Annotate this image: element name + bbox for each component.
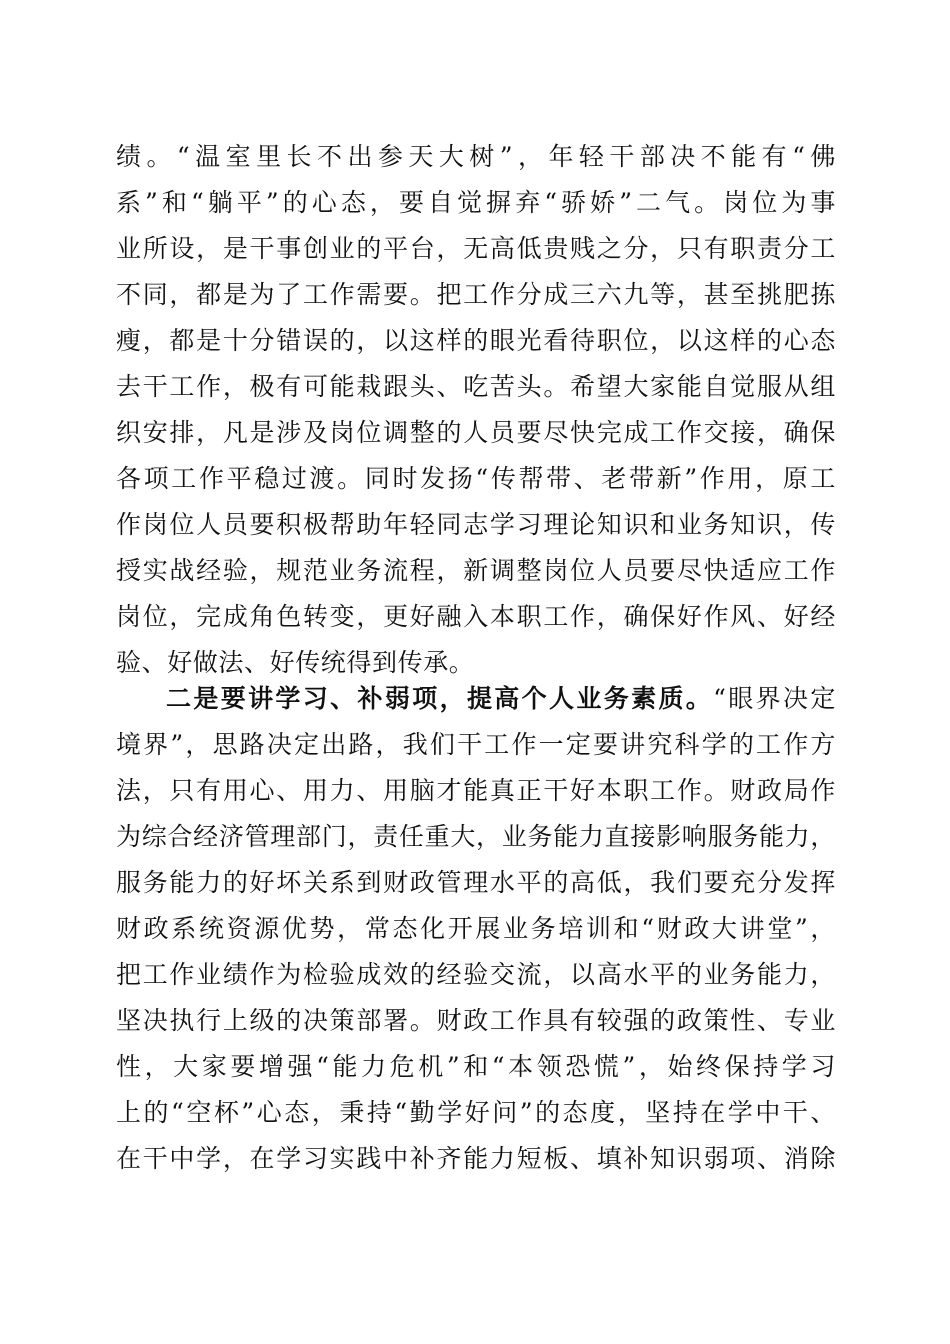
- paragraph-first-line: [166, 676, 836, 722]
- paragraph-line: 授实战经验，规范业务流程，新调整岗位人员要尽快适应工作: [116, 556, 836, 585]
- heading-continuation: “眼界决定: [713, 684, 836, 713]
- paragraph-line: 境界”，思路决定出路，我们干工作一定要讲究科学的工作方: [116, 730, 836, 759]
- section-heading: 二是要讲学习、补弱项，提高个人业务素质。: [166, 684, 714, 713]
- paragraph-line: 服务能力的好坏关系到财政管理水平的高低，我们要充分发挥: [116, 868, 836, 897]
- paragraph-line: 性，大家要增强“能力危机”和“本领恐慌”，始终保持学习: [116, 1052, 836, 1081]
- paragraph-line: 绩。“温室里长不出参天大树”，年轻干部决不能有“佛: [116, 142, 836, 171]
- paragraph-line: 各项工作平稳过渡。同时发扬“传帮带、老带新”作用，原工: [116, 464, 836, 493]
- paragraph-line: 业所设，是干事创业的平台，无高低贵贱之分，只有职责分工: [116, 234, 836, 263]
- paragraph-line: 坚决执行上级的决策部署。财政工作具有较强的政策性、专业: [116, 1006, 836, 1035]
- paragraph-line: 不同，都是为了工作需要。把工作分成三六九等，甚至挑肥拣: [116, 280, 836, 309]
- paragraph-line: 瘦，都是十分错误的，以这样的眼光看待职位，以这样的心态: [116, 326, 836, 355]
- paragraph-line: 去干工作，极有可能栽跟头、吃苦头。希望大家能自觉服从组: [116, 372, 836, 401]
- paragraph-line: 在干中学，在学习实践中补齐能力短板、填补知识弱项、消除: [116, 1144, 836, 1173]
- paragraph-line: 系”和“躺平”的心态，要自觉摒弃“骄娇”二气。岗位为事: [116, 188, 836, 217]
- paragraph-line: 财政系统资源优势，常态化开展业务培训和“财政大讲堂”，: [116, 914, 836, 943]
- paragraph-line: 织安排，凡是涉及岗位调整的人员要尽快完成工作交接，确保: [116, 418, 836, 447]
- paragraph-line: 验、好做法、好传统得到传承。: [116, 648, 475, 677]
- paragraph-line: 作岗位人员要积极帮助年轻同志学习理论知识和业务知识，传: [116, 510, 836, 539]
- paragraph-line: 法，只有用心、用力、用脑才能真正干好本职工作。财政局作: [116, 776, 836, 805]
- paragraph-line: 岗位，完成角色转变，更好融入本职工作，确保好作风、好经: [116, 602, 836, 631]
- paragraph-line: 上的“空杯”心态，秉持“勤学好问”的态度，坚持在学中干、: [116, 1098, 836, 1127]
- paragraph-line: 为综合经济管理部门，责任重大，业务能力直接影响服务能力，: [116, 822, 836, 851]
- paragraph-line: 把工作业绩作为检验成效的经验交流，以高水平的业务能力，: [116, 960, 836, 989]
